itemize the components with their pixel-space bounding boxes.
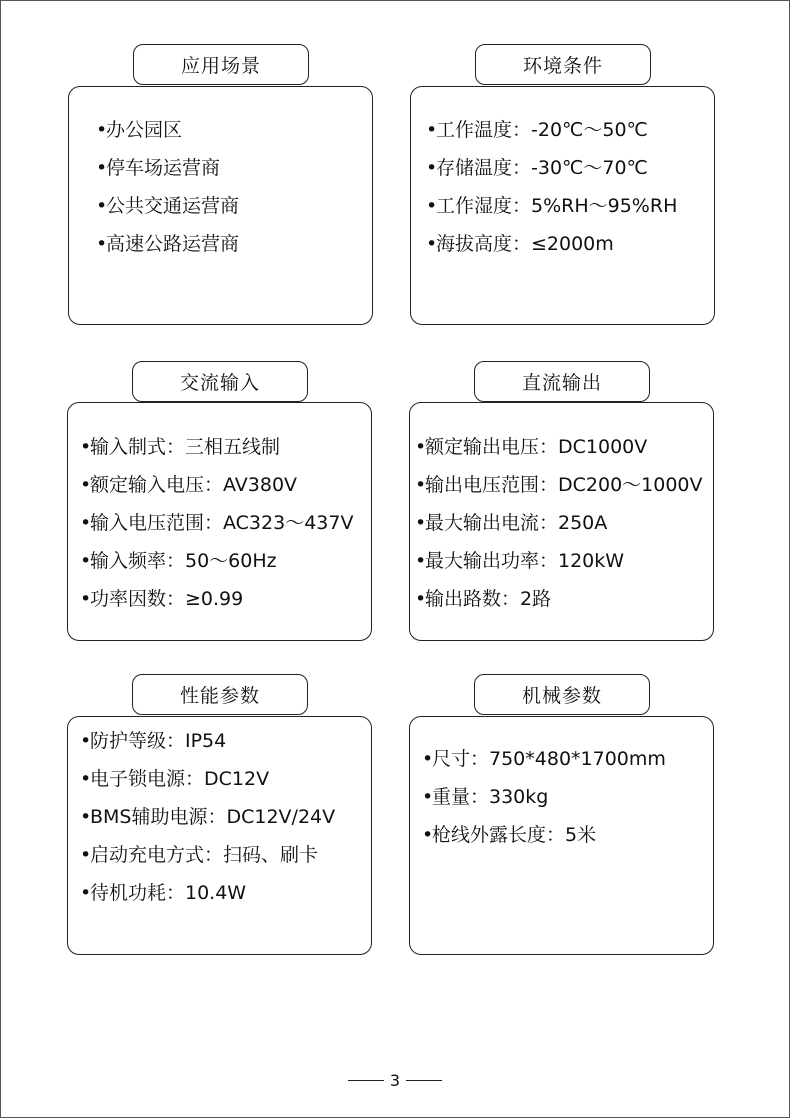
- item-text: 最大输出电流：250A: [425, 512, 608, 534]
- bullet-icon: •: [415, 588, 427, 610]
- bullet-icon: •: [80, 436, 92, 458]
- bullet-icon: •: [80, 806, 92, 828]
- bullet-icon: •: [96, 233, 108, 255]
- item-text: 最大输出功率：120kW: [425, 550, 625, 572]
- section-card-mechanical: [409, 716, 714, 955]
- bullet-icon: •: [415, 474, 427, 496]
- bullet-icon: •: [426, 119, 438, 141]
- bullet-icon: •: [422, 748, 434, 770]
- section-title-ac-input: [132, 361, 308, 402]
- item-text: 防护等级：IP54: [90, 730, 227, 752]
- list-item: [80, 798, 335, 836]
- section-card-performance: [67, 716, 372, 955]
- item-text: 输出电压范围：DC200～1000V: [425, 474, 703, 496]
- list-item: [422, 816, 666, 854]
- list-item: [415, 580, 703, 618]
- item-text: 工作湿度：5%RH～95%RH: [436, 195, 678, 217]
- section-title-text: 直流输出: [521, 372, 602, 394]
- section-title-text: 性能参数: [179, 685, 260, 707]
- item-text: BMS辅助电源：DC12V/24V: [90, 806, 336, 828]
- item-text: 输入频率：50～60Hz: [90, 550, 277, 572]
- item-text: 工作温度：-20℃～50℃: [436, 119, 648, 141]
- bullet-icon: •: [426, 233, 438, 255]
- bullet-icon: •: [80, 512, 92, 534]
- bullet-icon: •: [422, 824, 434, 846]
- section-title-dc-output: [474, 361, 650, 402]
- bullet-icon: •: [422, 786, 434, 808]
- item-text: 枪线外露长度：5米: [432, 824, 597, 846]
- list-item: [80, 428, 353, 466]
- item-text: 办公园区: [106, 119, 183, 141]
- section-card-application: [68, 86, 373, 325]
- section-title-text: 机械参数: [521, 685, 602, 707]
- section-title-text: 交流输入: [179, 372, 260, 394]
- list-item: [426, 225, 677, 263]
- list-item: [415, 428, 703, 466]
- item-text: 存储温度：-30℃～70℃: [436, 157, 648, 179]
- bullet-icon: •: [426, 157, 438, 179]
- list-item: [426, 187, 677, 225]
- item-text: 公共交通运营商: [106, 195, 240, 217]
- list-item: [415, 504, 703, 542]
- bullet-icon: •: [96, 157, 108, 179]
- page-number: 3: [389, 1070, 401, 1090]
- bullet-icon: •: [415, 550, 427, 572]
- item-text: 额定输入电压：AV380V: [90, 474, 298, 496]
- footer-rule-right: [406, 1080, 442, 1081]
- item-text: 电子锁电源：DC12V: [90, 768, 270, 790]
- list-item: [426, 149, 677, 187]
- section-title-application: [133, 44, 309, 85]
- bullet-icon: •: [80, 730, 92, 752]
- list-item: [96, 149, 239, 187]
- section-title-text: 应用场景: [180, 55, 261, 77]
- bullet-icon: •: [96, 195, 108, 217]
- item-text: 高速公路运营商: [106, 233, 240, 255]
- list-item: [96, 187, 239, 225]
- bullet-icon: •: [80, 588, 92, 610]
- bullet-icon: •: [80, 844, 92, 866]
- item-text: 海拔高度：≤2000m: [436, 233, 614, 255]
- section-title-text: 环境条件: [522, 55, 603, 77]
- item-text: 额定输出电压：DC1000V: [425, 436, 648, 458]
- page-number-footer: [0, 1068, 790, 1092]
- bullet-icon: •: [80, 550, 92, 572]
- list-item: [422, 778, 666, 816]
- bullet-icon: •: [96, 119, 108, 141]
- section-title-performance: [132, 674, 308, 715]
- list-item: [96, 225, 239, 263]
- list-item: [80, 760, 335, 798]
- section-title-environment: [475, 44, 651, 85]
- item-text: 输出路数：2路: [425, 588, 552, 610]
- bullet-icon: •: [415, 436, 427, 458]
- list-item: [426, 111, 677, 149]
- list-item: [80, 542, 353, 580]
- list-item: [80, 722, 335, 760]
- section-card-dc-output: [409, 402, 714, 641]
- item-text: 功率因数：≥0.99: [90, 588, 244, 610]
- item-text: 输入制式：三相五线制: [90, 436, 281, 458]
- list-item: [80, 580, 353, 618]
- list-item: [80, 874, 335, 912]
- footer-rule-left: [348, 1080, 384, 1081]
- list-item: [422, 740, 666, 778]
- list-item: [415, 542, 703, 580]
- item-text: 输入电压范围：AC323～437V: [90, 512, 354, 534]
- list-item: [80, 466, 353, 504]
- section-card-environment: [410, 86, 715, 325]
- bullet-icon: •: [80, 474, 92, 496]
- list-item: [80, 836, 335, 874]
- section-title-mechanical: [474, 674, 650, 715]
- section-card-ac-input: [67, 402, 372, 641]
- item-text: 启动充电方式：扫码、刷卡: [90, 844, 319, 866]
- list-item: [415, 466, 703, 504]
- bullet-icon: •: [415, 512, 427, 534]
- item-text: 重量：330kg: [432, 786, 549, 808]
- bullet-icon: •: [80, 768, 92, 790]
- bullet-icon: •: [426, 195, 438, 217]
- bullet-icon: •: [80, 882, 92, 904]
- list-item: [80, 504, 353, 542]
- item-text: 停车场运营商: [106, 157, 221, 179]
- list-item: [96, 111, 239, 149]
- item-text: 待机功耗：10.4W: [90, 882, 247, 904]
- item-text: 尺寸：750*480*1700mm: [432, 748, 666, 770]
